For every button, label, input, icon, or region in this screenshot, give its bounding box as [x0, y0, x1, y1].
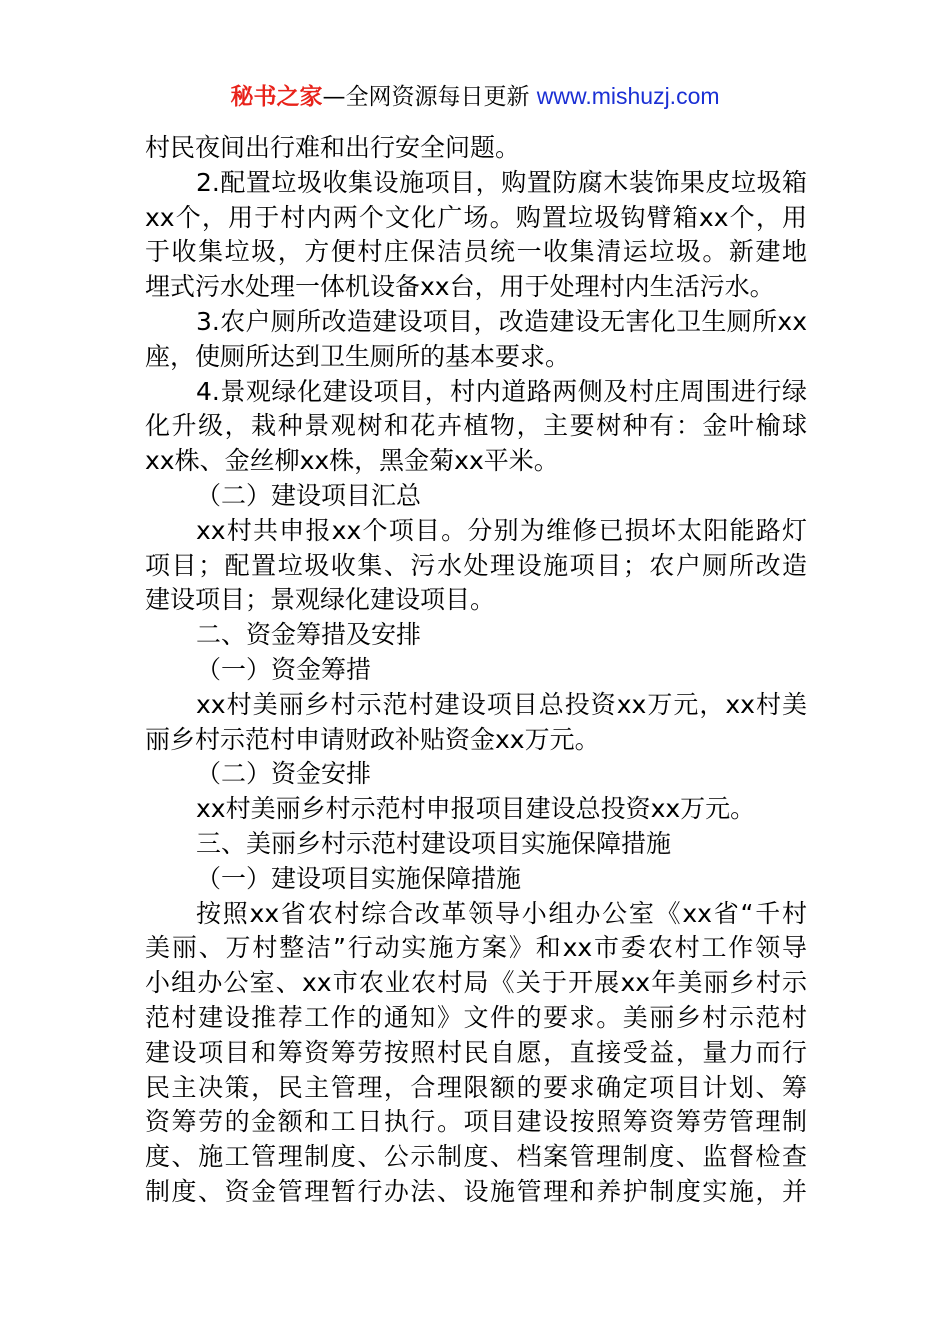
header-tagline: —全网资源每日更新: [322, 84, 537, 110]
text-line: 化升级，栽种景观树和花卉植物，主要树种有：金叶榆球: [145, 411, 807, 441]
text-line: 三、美丽乡村示范村建设项目实施保障措施: [196, 828, 672, 858]
text-line: 资筹劳的金额和工日执行。项目建设按照筹资筹劳管理制: [145, 1107, 807, 1137]
text-line: xx村美丽乡村示范村建设项目总投资xx万元，xx村美: [196, 689, 807, 719]
document-body: [145, 131, 807, 1210]
text-line: 2.配置垃圾收集设施项目，购置防腐木装饰果皮垃圾箱: [196, 167, 807, 197]
text-line: （二）资金安排: [196, 759, 372, 789]
text-line: （一）资金筹措: [196, 654, 372, 684]
text-line: 座，使厕所达到卫生厕所的基本要求。: [145, 341, 571, 371]
text-line: 项目；配置垃圾收集、污水处理设施项目；农户厕所改造: [145, 550, 807, 580]
text-line: xx村共申报xx个项目。分别为维修已损坏太阳能路灯: [196, 515, 807, 545]
text-line: （一）建设项目实施保障措施: [196, 863, 522, 893]
text-line: 丽乡村示范村申请财政补贴资金xx万元。: [145, 724, 600, 754]
text-line: 3.农户厕所改造建设项目，改造建设无害化卫生厕所xx: [196, 306, 807, 336]
text-line: 建设项目和筹资筹劳按照村民自愿，直接受益，量力而行: [145, 1037, 807, 1067]
text-line: 二、资金筹措及安排: [196, 620, 422, 650]
page-header: [0, 80, 950, 113]
text-line: 建设项目；景观绿化建设项目。: [145, 585, 496, 615]
text-line: 度、施工管理制度、公示制度、档案管理制度、监督检查: [145, 1142, 807, 1172]
text-line: 美丽、万村整洁”行动实施方案》和xx市委农村工作领导: [145, 933, 807, 963]
text-line: 4.景观绿化建设项目，村内道路两侧及村庄周围进行绿: [196, 376, 807, 406]
text-line: 村民夜间出行难和出行安全问题。: [145, 133, 521, 162]
text-line: 制度、资金管理暂行办法、设施管理和养护制度实施，并: [145, 1176, 807, 1206]
text-line: 范村建设推荐工作的通知》文件的要求。美丽乡村示范村: [145, 1002, 807, 1032]
text-line: 小组办公室、xx市农业农村局《关于开展xx年美丽乡村示: [145, 968, 807, 998]
text-line: 埋式污水处理一体机设备xx台，用于处理村内生活污水。: [145, 272, 775, 302]
text-line: xx株、金丝柳xx株，黑金菊xx平米。: [145, 446, 559, 476]
text-line: 按照xx省农村综合改革领导小组办公室《xx省“千村: [196, 898, 807, 928]
text-line: （二）建设项目汇总: [196, 480, 422, 510]
text-line: xx村美丽乡村示范村申报项目建设总投资xx万元。: [196, 794, 756, 824]
site-url-link[interactable]: www.mishuzj.com: [536, 83, 720, 109]
text-line: 于收集垃圾，方便村庄保洁员统一收集清运垃圾。新建地: [145, 237, 807, 267]
text-line: 民主决策，民主管理，合理限额的要求确定项目计划、筹: [145, 1072, 807, 1102]
text-line: xx个，用于村内两个文化广场。购置垃圾钩臂箱xx个，用: [145, 202, 807, 232]
brand-name: 秘书之家: [230, 84, 323, 110]
